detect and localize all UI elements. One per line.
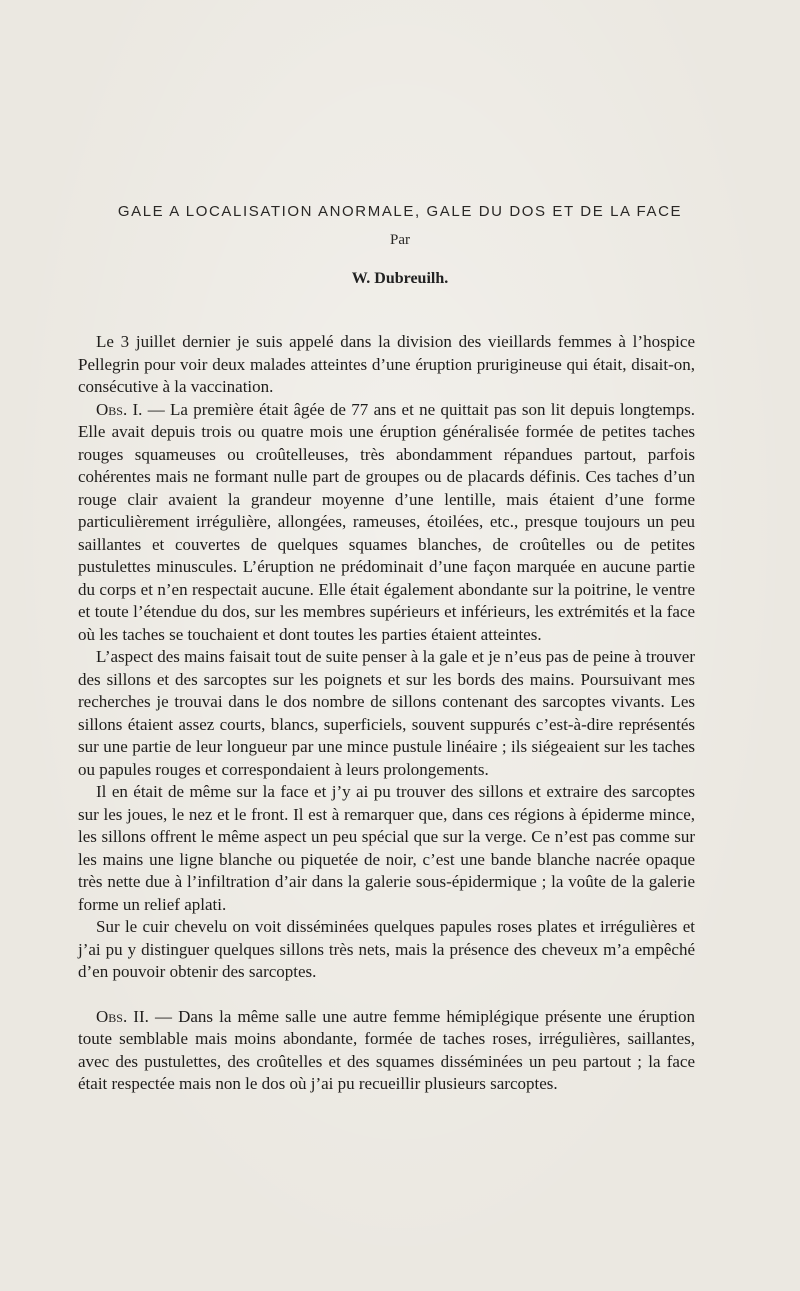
author-name: W. Dubreuilh. bbox=[351, 270, 449, 287]
paragraph-text: Il en était de même sur la face et j’y ai pu trouver des sillons et extraire des sarcoptes sur les joues, le nez et le front. Il est à remarquer que, dans ces régions à épiderme mince, les sillons offrent le même aspect un peu spécial que sur la verge. Ce n’est pas comme sur les mains une ligne blanche ou piquetée de noir, c’est une bande blanche nacrée opaque très nette due à l’infiltration d’air dans la galerie sous-épidermique ; la voûte de la galerie forme un relief aplati. bbox=[78, 782, 695, 914]
observation-label: Obs. II. bbox=[96, 1006, 149, 1026]
paragraph-obs-1 bbox=[78, 399, 695, 647]
article-title: GALE A LOCALISATION ANORMALE, GALE DU DOS ET DE LA FACE bbox=[117, 203, 683, 220]
paragraph-text: — Dans la même salle une autre femme hémiplégique présente une éruption toute semblable mais moins abondante, formée de taches roses, irrégulières, saillantes, avec des pustulettes, des croûtelles et des squames disséminées un peu partout ; la face était respectée mais non le dos où j’ai pu recueillir plusieurs sarcoptes. bbox=[78, 1006, 695, 1093]
observation-label: Obs. I. bbox=[96, 399, 143, 419]
paragraph-text: — La première était âgée de 77 ans et ne quittait pas son lit depuis longtemps. Elle avait depuis trois ou quatre mois une éruption généralisée formée de petites taches rouges squameuses ou croûtelleuses, très abondamment répandues partout, parfois cohérentes mais ne formant nulle part de groupes ou de placards définis. Ces taches d’un rouge clair avaient la grandeur moyenne d’une lentille, mais étaient d’une forme particulièrement irrégulière, allongées, rameuses, étoilées, etc., presque toujours un peu saillantes et couvertes de quelques squames blanches, de croûtelles ou de petites pustulettes minuscules. L’éruption ne prédominait d’une façon marquée en aucune partie du corps et n’en respectait aucune. Elle était également abondante sur la poitrine, le ventre et toute l’étendue du dos, sur les membres supérieurs et inférieurs, les extrémités et la face où les taches se touchaient et dont toutes les parties étaient atteintes. bbox=[78, 399, 695, 644]
paragraph-text: Le 3 juillet dernier je suis appelé dans la division des vieillards femmes à l’hospice Pellegrin pour voir deux malades atteintes d’une éruption prurigineuse qui était, disait-on, consécutive à la vaccination. bbox=[78, 332, 695, 396]
paragraph-scalp bbox=[78, 916, 695, 984]
paragraph-text: Sur le cuir chevelu on voit disséminées quelques papules roses plates et irrégulières et j’ai pu y distinguer quelques sillons très nets, mais la présence des cheveux m’a empêché d’en pouvoir obtenir des sarcoptes. bbox=[78, 917, 695, 981]
paragraph-face bbox=[78, 781, 695, 916]
paragraph-obs-2 bbox=[78, 1006, 695, 1096]
article-body bbox=[78, 331, 695, 1096]
paragraph-intro bbox=[78, 331, 695, 399]
paragraph-hands bbox=[78, 646, 695, 781]
paragraph-text: L’aspect des mains faisait tout de suite penser à la gale et je n’eus pas de peine à trouver des sillons et des sarcoptes sur les poignets et sur les bords des mains. Poursuivant mes recherches je trouvai dans le dos nombre de sillons contenant des sarcoptes vivants. Les sillons étaient assez courts, blancs, superficiels, souvent suppurés c’est-à-dire représentés sur une partie de leur longueur par une mince pustule linéaire ; ils siégeaient sur les taches ou papules rouges et correspondaient à leurs prolongements. bbox=[78, 647, 695, 779]
byline-par: Par bbox=[390, 232, 410, 248]
